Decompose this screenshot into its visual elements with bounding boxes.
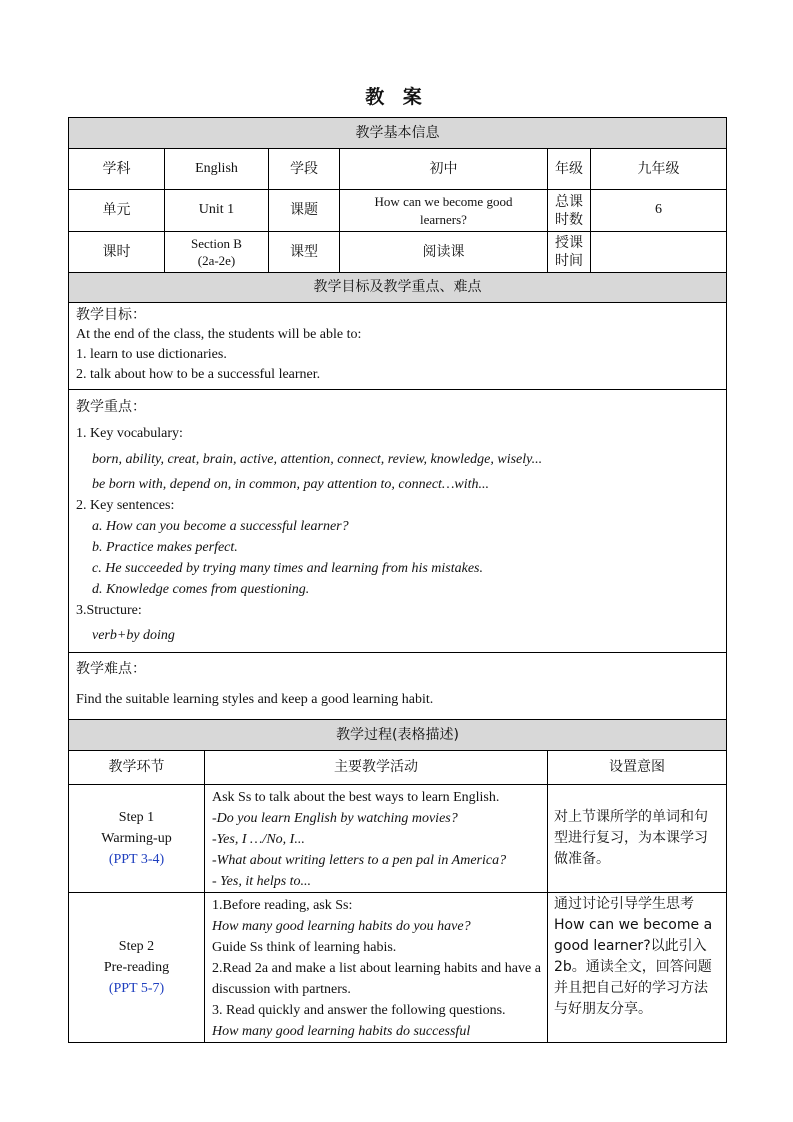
page-title: 教 案: [365, 86, 428, 108]
activity-line: 1.Before reading, ask Ss:: [212, 898, 353, 913]
period-value-line2: (2a-2e): [197, 253, 236, 268]
period-value: [165, 232, 269, 273]
difficult-points-cell: [69, 653, 727, 720]
step1-cell: [69, 785, 205, 893]
step2-stage: Pre-reading: [103, 960, 170, 975]
grade-label: 年级: [548, 149, 591, 190]
step1-name: Step 1: [118, 810, 155, 825]
stage-value: 初中: [340, 149, 548, 190]
total-periods-value: 6: [591, 190, 727, 232]
structure-title: 3.Structure:: [76, 603, 142, 618]
activity-line: How many good learning habits do you have?: [212, 919, 471, 934]
activity-line: -Do you learn English by watching movies?: [212, 811, 458, 826]
step2-ppt: (PPT 5-7): [108, 981, 165, 996]
goals-header: 教学目标及教学重点、难点: [69, 273, 727, 303]
objectives-cell: [69, 303, 727, 390]
unit-label: 单元: [69, 190, 165, 232]
process-header: 教学过程(表格描述): [69, 720, 727, 751]
difficult-text: Find the suitable learning styles and keep a good learning habit.: [76, 692, 434, 707]
col-step-header: 教学环节: [69, 751, 205, 785]
unit-value: Unit 1: [165, 190, 269, 232]
key-sentence: a. How can you become a successful learner?: [92, 519, 349, 534]
step1-activities: [205, 785, 548, 893]
difficult-label: 教学难点：: [76, 661, 146, 677]
key-sentence: c. He succeeded by trying many times and learning from his mistakes.: [92, 561, 484, 576]
step1-intent: 对上节课所学的单词和句型进行复习，为本课学习做准备。: [548, 785, 727, 893]
col-activity-header: 主要教学活动: [205, 751, 548, 785]
col-intent-header: 设置意图: [548, 751, 727, 785]
period-value-line1: Section B: [191, 236, 242, 251]
total-periods-label: 总课时数: [548, 190, 591, 232]
step2-intent: 通过讨论引导学生思考 How can we become a good learner?以此引入 2b。通读全文，回答问题并且把自己好的学习方法与好朋友分享。: [548, 893, 727, 1043]
activity-line: - Yes, it helps to...: [212, 874, 312, 889]
sentences-title: 2. Key sentences:: [76, 498, 175, 513]
topic-value: How can we become good learners?: [340, 190, 548, 232]
activity-line: -Yes, I …/No, I...: [212, 832, 305, 847]
teaching-time-value: [591, 232, 727, 273]
lesson-type-label: 课型: [269, 232, 340, 273]
key-sentence: b. Practice makes perfect.: [92, 540, 238, 555]
step2-name: Step 2: [118, 939, 155, 954]
key-points-cell: [69, 390, 727, 653]
grade-value: 九年级: [591, 149, 727, 190]
key-points-label: 教学重点：: [76, 399, 146, 415]
step1-ppt: (PPT 3-4): [108, 852, 165, 867]
period-label: 课时: [69, 232, 165, 273]
vocab-title: 1. Key vocabulary:: [76, 426, 183, 441]
activity-line: Ask Ss to talk about the best ways to learn English.: [212, 790, 500, 805]
teaching-time-label: 授课时间: [548, 232, 591, 273]
key-sentence: d. Knowledge comes from questioning.: [92, 582, 310, 597]
lesson-plan-table: [68, 117, 727, 1043]
objectives-line: 2. talk about how to be a successful learner.: [76, 367, 321, 382]
objectives-label: 教学目标：: [76, 307, 146, 323]
step1-stage: Warming-up: [101, 831, 172, 846]
stage-label: 学段: [269, 149, 340, 190]
activity-line: 3. Read quickly and answer the following questions.: [212, 1003, 506, 1018]
subject-label: 学科: [69, 149, 165, 190]
step2-cell: [69, 893, 205, 1043]
activity-line: How many good learning habits do successful: [212, 1024, 471, 1039]
activity-line: -What about writing letters to a pen pal in America?: [212, 853, 507, 868]
structure-value: verb+by doing: [92, 628, 175, 643]
vocab-words: born, ability, creat, brain, active, attention, connect, review, knowledge, wisely...: [92, 452, 543, 467]
lesson-type-value: 阅读课: [340, 232, 548, 273]
subject-value: English: [165, 149, 269, 190]
basic-info-header: 教学基本信息: [69, 118, 727, 149]
objectives-line: 1. learn to use dictionaries.: [76, 347, 227, 362]
step2-activities: [205, 893, 548, 1043]
objectives-line: At the end of the class, the students will be able to:: [76, 327, 362, 342]
topic-label: 课题: [269, 190, 340, 232]
activity-line: 2.Read 2a and make a list about learning habits and have a discussion with partners.: [212, 961, 541, 997]
activity-line: Guide Ss think of learning habis.: [212, 940, 397, 955]
vocab-phrases: be born with, depend on, in common, pay attention to, connect…with...: [92, 477, 490, 492]
